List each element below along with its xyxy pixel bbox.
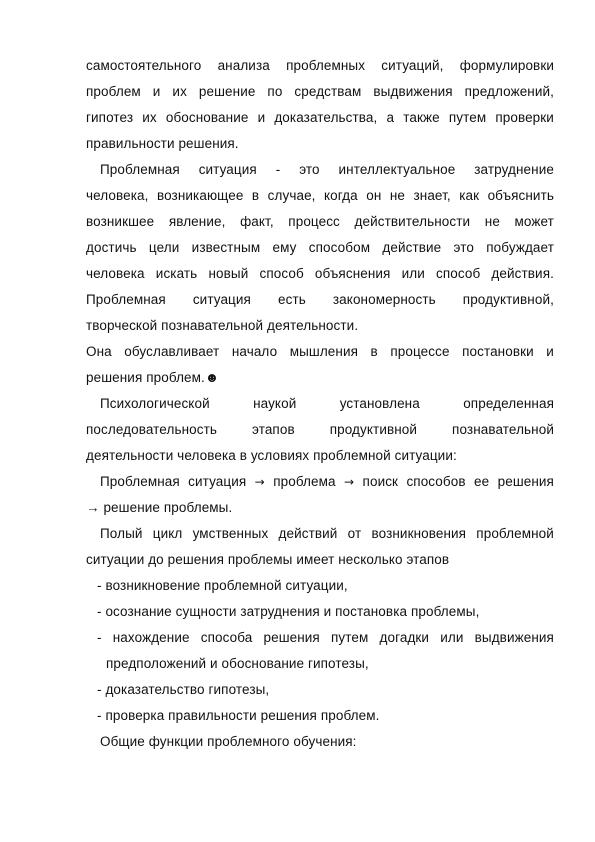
text-line: Проблемная ситуация есть закономерность продуктивной,	[86, 292, 554, 307]
list-item: - нахождение способа решения путем догадки или выдвижения	[97, 630, 554, 645]
text-line: деятельности человека в условиях проблемной ситуации:	[86, 448, 457, 463]
text-line: последовательность этапов продуктивной познавательной	[86, 422, 554, 437]
text-line: гипотез их обоснование и доказательства, а также путем проверки	[86, 110, 554, 125]
text-line: Проблемная ситуация → проблема → поиск способов ее решения	[100, 474, 554, 489]
text-line: решения проблем.☻	[86, 370, 220, 385]
list-item: - возникновение проблемной ситуации,	[97, 578, 348, 593]
text-line: самостоятельного анализа проблемных ситуаций, формулировки	[86, 58, 554, 73]
text-line: человека искать новый способ объяснения или способ действия.	[86, 266, 554, 281]
text-line: возникшее явление, факт, процесс действительности не может	[86, 214, 554, 229]
list-item: - проверка правильности решения проблем.	[97, 708, 380, 723]
text-line: проблем и их решение по средствам выдвижения предложений,	[86, 84, 554, 99]
list-item: - доказательство гипотезы,	[97, 682, 270, 697]
text-line: ситуации до решения проблемы имеет несколько этапов	[86, 552, 450, 567]
list-item-continuation: предположений и обоснование гипотезы,	[106, 656, 369, 671]
text-line: Она обуславливает начало мышления в процессе постановки и	[86, 344, 554, 359]
text-line: творческой познавательной деятельности.	[86, 318, 359, 333]
text-line: человека, возникающее в случае, когда он не знает, как объяснить	[86, 188, 554, 203]
list-item: - осознание сущности затруднения и постановка проблемы,	[97, 604, 480, 619]
text-line: Полый цикл умственных действий от возникновения проблемной	[100, 526, 554, 541]
text-line: достичь цели известным ему способом действие это побуждает	[86, 240, 554, 255]
text-line: правильности решения.	[86, 136, 239, 151]
text-line: → решение проблемы.	[86, 500, 233, 515]
text-line: Проблемная ситуация - это интеллектуальное затруднение	[100, 162, 554, 177]
text-line: Психологической наукой установлена определенная	[100, 396, 554, 411]
section-heading: Общие функции проблемного обучения:	[100, 734, 357, 749]
